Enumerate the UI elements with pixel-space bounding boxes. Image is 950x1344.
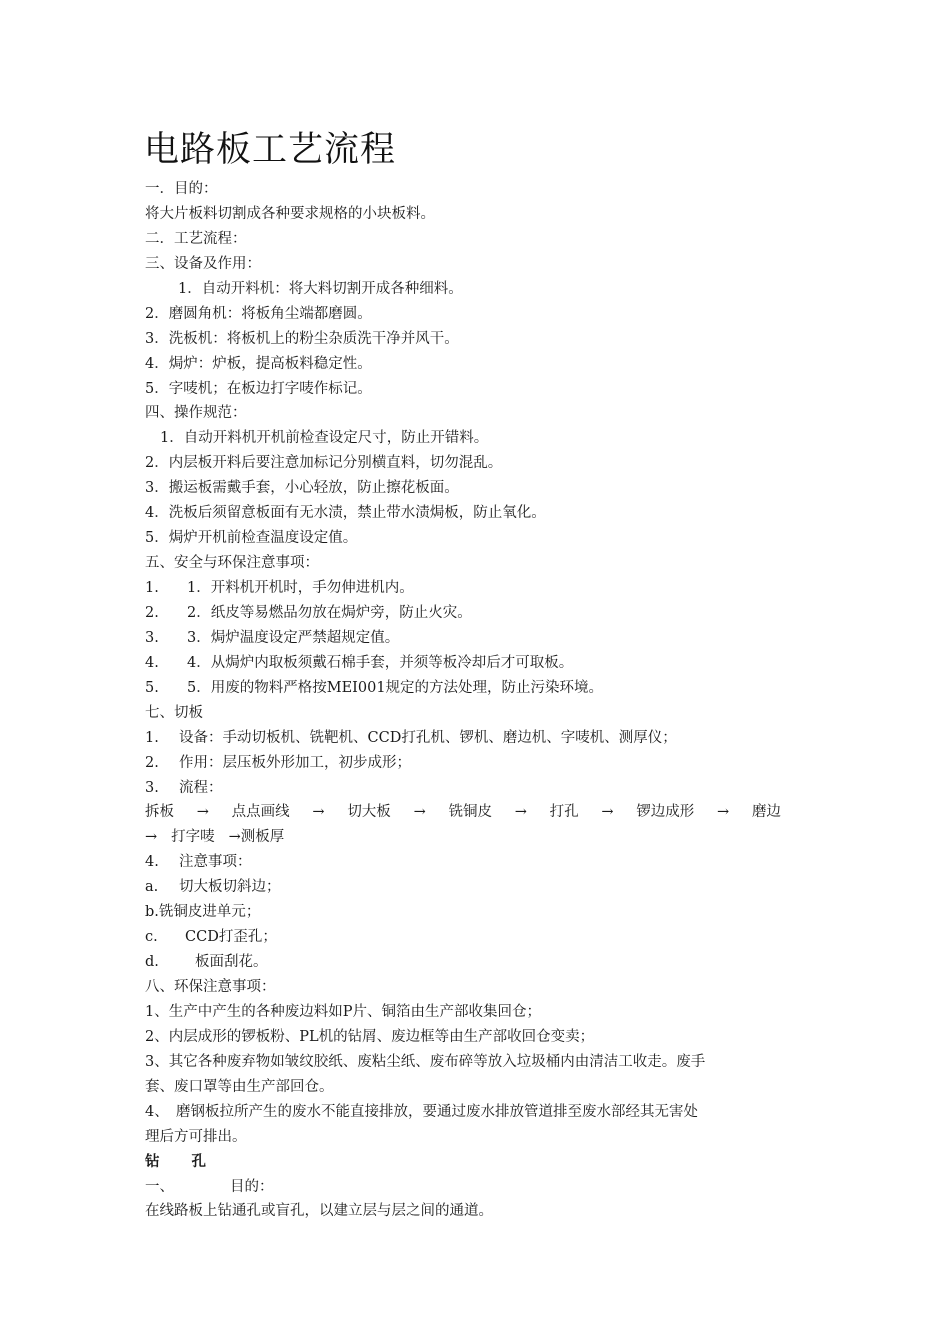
cut-item-text: 设备：手动切板机、铣靶机、CCD打孔机、锣机、磨边机、字唛机、测厚仪；: [179, 729, 677, 746]
flow-step: 锣边成形: [636, 804, 695, 821]
document-body: [145, 177, 805, 1224]
notes-heading-number: 4.: [145, 854, 159, 871]
safety-item: [145, 576, 805, 601]
safety-item-number: 5.: [145, 679, 159, 696]
flow-step: 拆板: [145, 804, 174, 821]
env-item: 1、生产中产生的各种废边料如P片、铜箔由生产部收集回仓；: [145, 1003, 541, 1020]
flow-arrow: →: [196, 804, 209, 821]
note-item-text: CCD打歪孔；: [185, 929, 277, 946]
flow-step: 磨边: [751, 804, 781, 821]
flow-arrow: →: [145, 829, 158, 846]
equipment-item: 1．自动开料机：将大料切割开成各种细料。: [178, 280, 463, 297]
note-item-text: 切大板切斜边；: [179, 879, 281, 896]
cut-item: [145, 751, 805, 776]
process-flow-line: [145, 825, 805, 850]
flow-arrow: →: [312, 804, 325, 821]
env-heading: 八、环保注意事项：: [145, 979, 276, 995]
cut-item: [145, 726, 805, 751]
flow-step: 切大板: [347, 804, 391, 821]
note-item-letter: d.: [145, 954, 159, 971]
operation-item: 3．搬运板需戴手套，小心轻放，防止擦花板面。: [145, 480, 459, 497]
cut-item-text: 作用：层压板外形加工，初步成形；: [179, 754, 411, 771]
safety-item: [145, 676, 805, 701]
safety-item-number: 4.: [145, 654, 159, 671]
equipment-item: 5．字唛机；在板边打字唛作标记。: [145, 380, 372, 397]
equipment-item: 2．磨圆角机：将板角尘端都磨圆。: [145, 305, 372, 322]
safety-item-number: 1.: [145, 580, 159, 596]
note-item: [145, 925, 805, 950]
cut-item-number: 3.: [145, 779, 159, 796]
cut-item-number: 2.: [145, 754, 159, 771]
flow-step: 铣铜皮: [448, 804, 492, 821]
env-item: 4、 磨钢板拉所产生的废水不能直接排放，要通过废水排放管道排至废水部经其无害处: [145, 1103, 698, 1120]
drill-heading: 钻 孔: [145, 1152, 207, 1170]
purpose-heading: 一．目的：: [145, 181, 218, 197]
equipment-heading: 三、设备及作用：: [145, 255, 261, 272]
drill-purpose-text: 在线路板上钻通孔或盲孔，以建立层与层之间的通道。: [145, 1203, 493, 1220]
env-item: 理后方可排出。: [145, 1128, 247, 1145]
cut-heading: 七、切板: [145, 704, 203, 721]
operation-item: 2．内层板开料后要注意加标记分别横直料，切勿混乱。: [145, 455, 503, 472]
cut-item: [145, 776, 805, 801]
safety-item-text: 4．从焗炉内取板须戴石棉手套，并须等板冷却后才可取板。: [187, 654, 574, 671]
document-title: 电路板工艺流程: [144, 130, 397, 170]
safety-item-number: 3.: [145, 629, 159, 646]
env-item: 套、废口罩等由生产部回仓。: [145, 1078, 334, 1095]
equipment-item: 3．洗板机：将板机上的粉尘杂质洗干净并风干。: [145, 330, 459, 347]
flow-step: 打字唛: [171, 829, 215, 846]
cut-item-text: 流程：: [179, 779, 223, 796]
cut-item-number: 1.: [145, 729, 159, 746]
drill-purpose-label: 目的：: [230, 1178, 274, 1195]
note-item: [145, 900, 805, 925]
operation-item: 5．焗炉开机前检查温度设定值。: [145, 530, 358, 547]
notes-heading-text: 注意事项：: [179, 854, 252, 871]
process-heading: 二．工艺流程：: [145, 230, 247, 247]
safety-item: [145, 626, 805, 651]
env-item: 2、内层成形的锣板粉、PL机的钻屑、废边框等由生产部收回仓变卖；: [145, 1028, 595, 1045]
flow-arrow: →: [413, 804, 426, 821]
flow-step: →测板厚: [228, 829, 285, 846]
notes-heading: [145, 850, 805, 875]
safety-item-text: 2．纸皮等易燃品勿放在焗炉旁，防止火灾。: [187, 604, 472, 621]
drill-purpose-number: 一、: [145, 1178, 174, 1195]
note-item: [145, 875, 805, 900]
safety-item-text: 5．用废的物料严格按MEI001规定的方法处理，防止污染环境。: [187, 679, 604, 696]
equipment-item: 4．焗炉：炉板，提高板料稳定性。: [145, 355, 372, 372]
safety-item: [145, 601, 805, 626]
flow-step: 点点画线: [231, 804, 290, 821]
operation-heading: 四、操作规范：: [145, 405, 247, 422]
note-item: [145, 950, 805, 975]
drill-purpose-heading: [145, 1175, 805, 1200]
safety-item-number: 2.: [145, 604, 159, 621]
safety-item-text: 1．开料机开机时，手勿伸进机内。: [187, 580, 414, 596]
flow-arrow: →: [514, 804, 527, 821]
process-flow-line: [145, 800, 781, 825]
flow-step: 打孔: [549, 804, 579, 821]
note-item-text: b.铣铜皮进单元；: [145, 904, 261, 921]
note-item-letter: c.: [145, 929, 158, 946]
safety-item-text: 3．焗炉温度设定严禁超规定值。: [187, 629, 400, 646]
safety-item: [145, 651, 805, 676]
note-item-text: 板面刮花。: [195, 954, 268, 971]
flow-arrow: →: [717, 804, 730, 821]
operation-item: 4．洗板后须留意板面有无水渍，禁止带水渍焗板，防止氧化。: [145, 505, 546, 522]
env-item: 3、其它各种废弃物如皱纹胶纸、废粘尘纸、废布碎等放入垃圾桶内由清洁工收走。废手: [145, 1053, 706, 1070]
safety-heading: 五、安全与环保注意事项：: [145, 555, 319, 572]
purpose-text: 将大片板料切割成各种要求规格的小块板料。: [145, 205, 435, 222]
note-item-letter: a.: [145, 879, 159, 896]
operation-item: 1．自动开料机开机前检查设定尺寸，防止开错料。: [160, 430, 489, 447]
flow-arrow: →: [601, 804, 614, 821]
